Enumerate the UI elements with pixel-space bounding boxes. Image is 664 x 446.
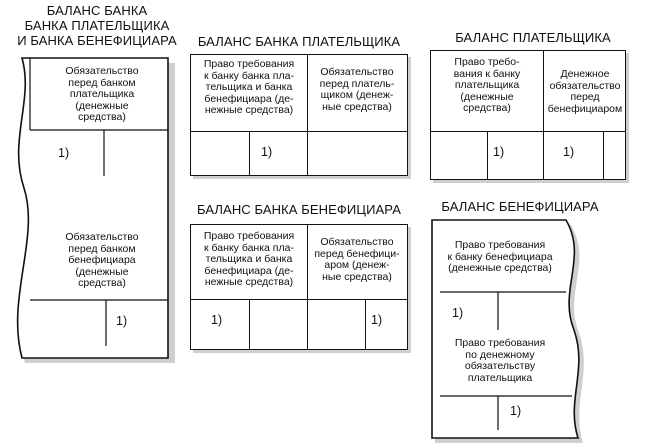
beneficiary-bank-asset-line: тельщика и банка [205, 253, 293, 265]
heading-beneficiary-bank: БАЛАНС БАНКА БЕНЕФИЦИАРА [197, 202, 401, 217]
payer-bank-asset-line: Право требования [203, 58, 295, 70]
payer-asset-entry: 1) [493, 145, 505, 159]
beneficiary-top-asset-line: к банку бенефициара [447, 250, 553, 263]
beneficiary-top-entry: 1) [452, 306, 464, 320]
combined-top-liability-line: средства) [78, 111, 126, 123]
heading-payer: БАЛАНС ПЛАТЕЛЬЩИКА [455, 30, 611, 45]
beneficiary-bank-asset-line: бенефициара (де- [204, 264, 294, 277]
combined-bottom-liability-line: Обязательство [65, 231, 139, 243]
beneficiary-bank-liability-line: перед бенефици- [314, 247, 400, 260]
heading-payer-bank: БАЛАНС БАНКА ПЛАТЕЛЬЩИКА [197, 34, 401, 49]
heading-combined-line-2: БАНКА ПЛАТЕЛЬЩИКА [24, 18, 170, 33]
heading-combined-line-1: БАЛАНС БАНКА [46, 3, 148, 18]
beneficiary-bank-asset-text [193, 231, 305, 289]
payer-liability-line: Денежное [560, 68, 610, 80]
beneficiary-bank-liability-text [309, 237, 405, 283]
combined-bottom-liability-line: перед банком [68, 242, 136, 255]
beneficiary-top-asset-line: (денежные средства) [448, 262, 552, 274]
payer-asset-text [433, 57, 541, 115]
beneficiary-bank-sheet-row-divider [191, 299, 407, 300]
combined-top-liability-text [40, 66, 164, 124]
payer-asset-line: плательщика [454, 79, 520, 91]
payer-bank-liability-line: щиком (денеж- [320, 89, 394, 101]
combined-top-liability-line: плательщика [69, 88, 135, 100]
beneficiary-bank-sheet [190, 224, 408, 350]
payer-liability-line: обязательство [549, 79, 621, 92]
combined-bottom-liability-line: средства) [78, 277, 126, 289]
payer-sheet-right-tline [603, 131, 604, 179]
beneficiary-bank-liability-line: аром (денеж- [324, 259, 390, 271]
beneficiary-bank-asset-line: к банку банка пла- [204, 241, 294, 254]
beneficiary-bank-asset-line: Право требования [203, 230, 295, 242]
payer-liability-text [545, 69, 625, 115]
payer-asset-line: вания к банку [453, 67, 521, 80]
beneficiary-bottom-asset-line: плательщика [467, 371, 533, 384]
payer-bank-liability-text [309, 67, 405, 113]
heading-beneficiary: БАЛАНС БЕНЕФИЦИАРА [441, 199, 599, 214]
beneficiary-bottom-asset-text [440, 338, 560, 384]
beneficiary-bank-asset-entry: 1) [211, 313, 223, 327]
payer-liability-entry: 1) [563, 145, 575, 159]
payer-bank-asset-line: нежные средства) [204, 104, 294, 116]
payer-asset-line: Право требо- [454, 56, 520, 68]
beneficiary-bottom-asset-line: Право требования [454, 337, 546, 349]
beneficiary-bank-sheet-right-tline [365, 299, 366, 349]
combined-bottom-liability-text [40, 232, 164, 290]
payer-liability-line: перед [570, 91, 600, 103]
payer-bank-entry: 1) [261, 145, 273, 159]
payer-bank-asset-line: тельщика и банка [205, 81, 293, 93]
payer-bank-sheet-tline [249, 131, 250, 175]
beneficiary-bank-asset-line: нежные средства) [204, 276, 294, 288]
beneficiary-bottom-entry: 1) [510, 404, 522, 418]
beneficiary-bank-liability-line: Обязательство [320, 236, 394, 248]
beneficiary-bank-liability-entry: 1) [371, 313, 383, 327]
combined-top-liability-line: (денежные [75, 99, 129, 112]
payer-bank-liability-line: перед платель- [319, 77, 395, 90]
payer-sheet [430, 50, 626, 180]
beneficiary-bottom-asset-line: по денежному [465, 348, 535, 361]
payer-bank-sheet [190, 54, 408, 176]
beneficiary-bank-sheet-column-divider [307, 225, 308, 349]
combined-bottom-liability-line: (денежные [75, 265, 129, 278]
payer-sheet-row-divider [431, 131, 625, 132]
combined-top-entry: 1) [58, 146, 70, 160]
combined-top-liability-line: перед банком [68, 76, 136, 89]
payer-asset-line: (денежные [460, 90, 514, 103]
payer-bank-liability-line: ные средства) [322, 100, 392, 113]
payer-bank-liability-line: Обязательство [320, 66, 394, 78]
combined-top-liability-line: Обязательство [65, 65, 139, 77]
beneficiary-bank-sheet-left-tline [249, 299, 250, 349]
combined-bottom-liability-line: бенефициара [68, 254, 136, 266]
payer-sheet-left-tline [487, 131, 488, 179]
beneficiary-top-asset-text [438, 240, 562, 275]
beneficiary-bank-liability-line: ные средства) [322, 270, 392, 283]
beneficiary-top-asset-line: Право требования [454, 239, 546, 251]
payer-sheet-column-divider [543, 51, 544, 179]
combined-bottom-entry: 1) [116, 314, 128, 328]
payer-bank-sheet-column-divider [307, 55, 308, 175]
payer-bank-sheet-row-divider [191, 131, 407, 132]
payer-bank-asset-line: к банку банка пла- [204, 69, 294, 82]
payer-bank-asset-text [193, 59, 305, 117]
payer-bank-asset-line: бенефициара (де- [204, 92, 294, 105]
payer-asset-line: средства) [463, 102, 511, 114]
payer-liability-line: бенефициаром [547, 102, 623, 115]
heading-combined-line-3: И БАНКА БЕНЕФИЦИАРА [17, 33, 177, 48]
beneficiary-bottom-asset-line: обязательству [464, 360, 536, 372]
